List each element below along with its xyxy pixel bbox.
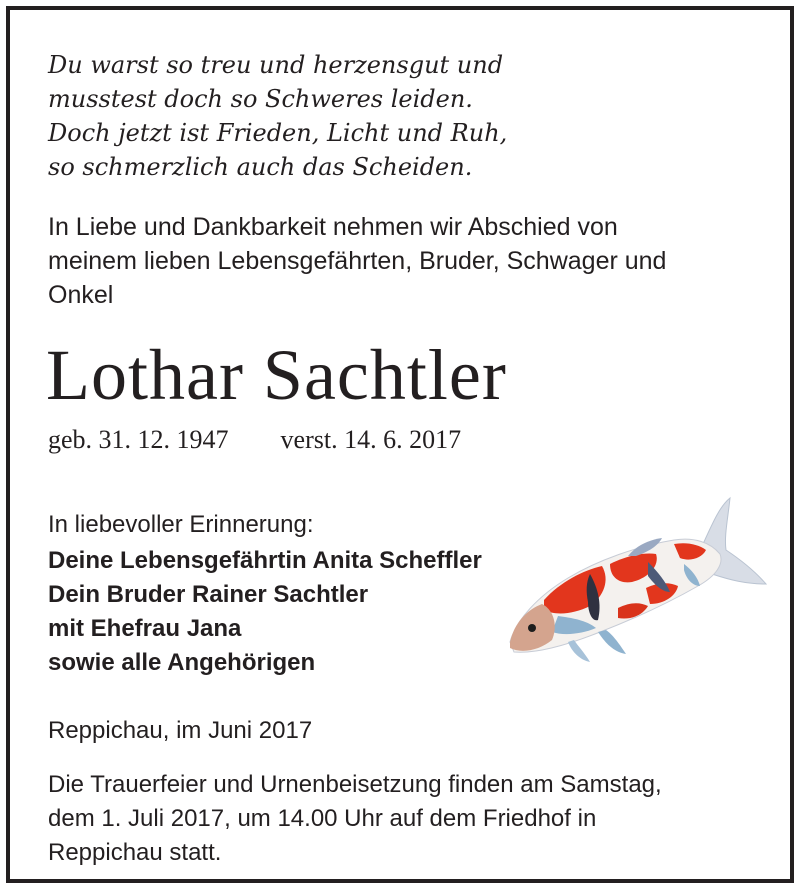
poem-line: musstest doch so Schweres leiden. [48, 85, 473, 113]
intro-line: In Liebe und Dankbarkeit nehmen wir Abschied von [48, 213, 618, 241]
obituary-notice [6, 6, 794, 883]
life-dates [48, 422, 461, 458]
mourner-line: mit Ehefrau Jana [48, 615, 242, 642]
birth-date: geb. 31. 12. 1947 [48, 425, 229, 454]
fish-eye [528, 624, 536, 632]
mourner-line: Dein Bruder Rainer Sachtler [48, 581, 369, 608]
intro-line: meinem lieben Lebensgefährten, Bruder, Schwager und [48, 247, 667, 275]
memory-label: In liebevoller Erinnerung: [48, 511, 314, 538]
poem-line: so schmerzlich auch das Scheiden. [48, 153, 473, 181]
mourner-line: Deine Lebensgefährtin Anita Scheffler [48, 547, 482, 574]
funeral-line: dem 1. Juli 2017, um 14.00 Uhr auf dem Friedhof in [48, 805, 597, 832]
memorial-poem [48, 48, 507, 184]
koi-fish-image [498, 492, 768, 672]
poem-line: Du warst so treu und herzensgut und [48, 51, 504, 79]
deceased-name: Lothar Sachtler [46, 335, 507, 415]
mourner-line: sowie alle Angehörigen [48, 649, 316, 676]
intro-line: Onkel [48, 281, 114, 309]
funeral-line: Die Trauerfeier und Urnenbeisetzung finden am Samstag, [48, 771, 662, 798]
death-date: verst. 14. 6. 2017 [280, 425, 462, 454]
mourners-list [48, 544, 482, 680]
funeral-line: Reppichau statt. [48, 839, 222, 866]
farewell-intro [48, 210, 768, 312]
funeral-info [48, 768, 662, 870]
fish-fin [598, 630, 626, 654]
poem-line: Doch jetzt ist Frieden, Licht und Ruh, [48, 119, 508, 147]
place-and-date: Reppichau, im Juni 2017 [48, 717, 313, 744]
